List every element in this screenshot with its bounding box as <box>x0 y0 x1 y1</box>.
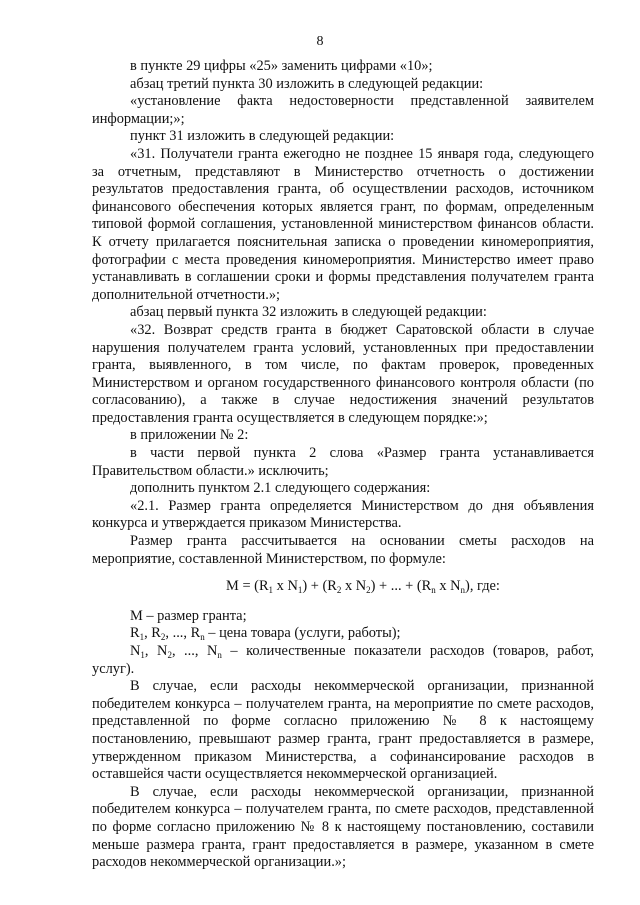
definition-r: $R_1$, $R_2$, ..., $R_n$ – цена товара (услуги, работы); <box>130 625 401 643</box>
paragraph: дополнить пунктом 2.1 следующего содержания: <box>130 480 431 497</box>
paragraph: абзац первый пункта 32 изложить в следующей редакции: <box>130 304 487 321</box>
definition-n: $N_1$, $N_2$, ..., $N_n$ – количественные показатели расходов (товаров, работ, услуг). <box>92 643 595 677</box>
paragraph: в части первой пункта 2 слова «Размер гранта устанавливается Правительством области.» исключить; <box>92 445 594 479</box>
paragraph: В случае, если расходы некоммерческой организации, признанной победителем конкурса – получателем гранта, на мероприятие по смете расходов, представленной по форме согласно приложению № 8 к настоящему постановлению, превышают размер гранта, грант предоставляется в размере, утвержденном приказом Министерства, а софинансирование расходов в оставшейся части осуществляется некоммерческой организацией. <box>92 678 594 783</box>
page-number: 8 <box>316 34 324 49</box>
paragraph: «2.1. Размер гранта определяется Министерством до дня объявления конкурса и утверждается приказом Министерства. <box>92 497 594 532</box>
document-body <box>92 58 594 872</box>
grant-formula: $M = (R_1$ x $N_1) + (R_2$ x $N_2$) + ... + ($R_n$ x $N_n$), где: <box>226 578 500 596</box>
paragraph: в приложении № 2: <box>130 427 249 444</box>
definition-m: M – размер гранта; <box>130 607 247 624</box>
paragraph: «32. Возврат средств гранта в бюджет Саратовской области в случае нарушения получателем гранта условий, установленных при предоставлении гранта, выявленного, в том числе, по фактам проверок, проведенных Министерством и органом государственного финансового контроля области (по согласованию), а также в случае недостижения значений результатов предоставления гранта осуществляется в следующем порядке:»; <box>92 321 594 426</box>
paragraph: В случае, если расходы некоммерческой организации, признанной победителем конкурса – получателем гранта, по смете расходов, представленной по форме согласно приложению № 8 к настоящему постановлению, составили меньше размера гранта, грант предоставляется в размере, указанном в смете расходов некоммерческой организации.»; <box>92 783 594 871</box>
paragraph: в пункте 29 цифры «25» заменить цифрами «10»; <box>130 58 433 74</box>
paragraph: Размер гранта рассчитывается на основании сметы расходов на мероприятие, составленной Министерством, по формуле: <box>92 533 594 567</box>
paragraph: «установление факта недостоверности представленной заявителем информации;»; <box>92 93 594 127</box>
paragraph: абзац третий пункта 30 изложить в следующей редакции: <box>130 75 484 92</box>
paragraph: пункт 31 изложить в следующей редакции: <box>130 128 395 145</box>
paragraph: «31. Получатели гранта ежегодно не позднее 15 января года, следующего за отчетным, представляют в Министерство отчетность о достижении результатов предоставления гранта, об осуществлении расходов, источником финансового обеспечения которых является грант, по формам, определенным типовой формой соглашения, установленной министерством финансов области. К отчету прилагается пояснительная записка о проведении киномероприятия, фотографии с места проведения киномероприятия. Министерство имеет право устанавливать в соглашении сроки и формы представления получателем гранта дополнительной отчетности.»; <box>92 145 594 303</box>
